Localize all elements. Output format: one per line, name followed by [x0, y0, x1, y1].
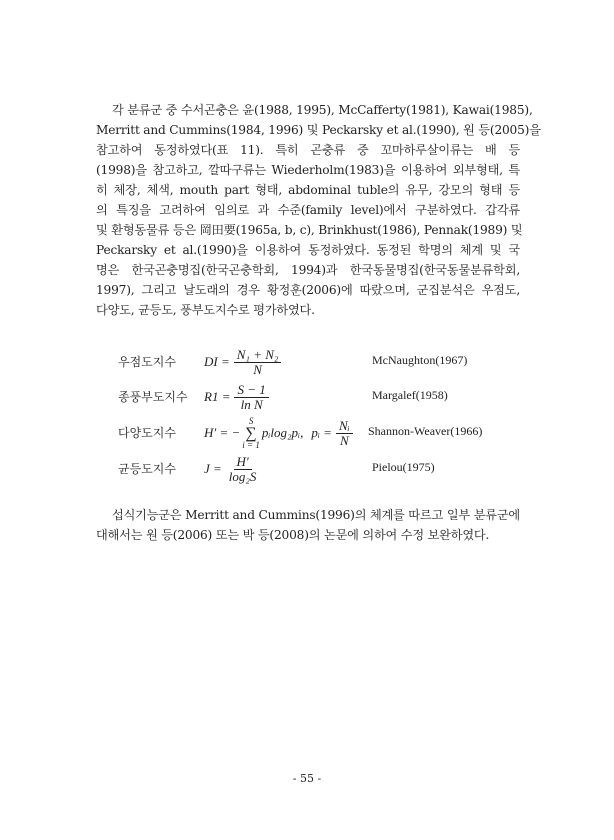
fraction — [226, 455, 260, 484]
formula-richness-index — [118, 380, 538, 410]
formula-expression — [204, 416, 353, 450]
denominator: N — [253, 361, 262, 377]
fraction — [234, 348, 282, 377]
text-line: 명은 한국곤충명집(한국곤충학회, 1994)과 한국동물명집(한국동물분류학회, — [96, 263, 520, 277]
denominator: log₂S — [228, 468, 257, 484]
text-line: 각 분류군 중 수서곤충은 윤(1988, 1995), McCafferty(1981), Kawai(1985), — [112, 103, 533, 117]
text-line: Merritt and Cummins(1984, 1996) 및 Peckarsky et al.(1990), 원 등(2005)을 — [96, 123, 541, 137]
summation — [242, 417, 260, 450]
formula-citation: Pielou(1975) — [372, 460, 435, 474]
formula-citation: McNaughton(1967) — [372, 353, 468, 367]
formula-diversity-index — [118, 415, 538, 450]
formula-name: 균등도지수 — [118, 462, 176, 476]
page-number: - 55 - — [292, 772, 322, 785]
formula-expression — [204, 452, 259, 486]
formula-lhs: DI = — [204, 354, 230, 369]
formula-name: 우점도지수 — [118, 355, 176, 369]
sum-lower: i = 1 — [242, 439, 260, 450]
numerator: H′ — [234, 455, 252, 470]
formula-lhs2: pᵢ = — [311, 425, 332, 440]
formula-name: 다양도지수 — [118, 426, 176, 440]
fraction — [336, 419, 353, 448]
text-line: 및 환형동물류 등은 岡田要(1965a, b, c), Brinkhust(1986), Pennak(1989) 및 — [96, 223, 523, 237]
formula-dominance-index — [118, 345, 538, 375]
formula-lhs: J = — [204, 461, 222, 476]
text-line: (1998)을 참고하고, 깔따구류는 Wiederholm(1983)을 이용하여 외부형태, 특 — [96, 163, 520, 177]
paragraph-feeding-groups — [96, 505, 520, 545]
sum-body: pᵢlog₂pᵢ, — [261, 425, 304, 440]
formula-evenness-index — [118, 452, 538, 482]
formula-lhs: H′ = − — [204, 425, 241, 440]
text-line: Peckarsky et al.(1990)을 이용하여 동정하였다. 동정된 학명의 체계 및 국 — [96, 243, 520, 257]
paragraph-identification-methods — [96, 100, 541, 320]
text-line: 대해서는 원 등(2006) 또는 박 등(2008)의 논문에 의하여 수정 보완하였다. — [96, 528, 490, 542]
sigma-icon: ∑ — [245, 424, 257, 442]
denominator: N — [339, 432, 349, 448]
text-line: 다양도, 균등도, 풍부도지수로 평가하였다. — [96, 303, 315, 317]
numerator: N₁ + N₂ — [234, 348, 282, 363]
numerator: S − 1 — [234, 383, 268, 398]
formula-citation: Shannon-Weaver(1966) — [368, 424, 483, 438]
formula-citation: Margalef(1958) — [372, 388, 448, 402]
sum-upper: S — [248, 415, 254, 426]
formula-expression — [204, 345, 281, 379]
numerator: Nᵢ — [336, 419, 353, 434]
text-line: 히 체장, 체색, mouth part 형태, abdominal tuble의 유무, 강모의 형태 등 — [96, 183, 520, 197]
text-line: 섭식기능군은 Merritt and Cummins(1996)의 체계를 따르고 일부 분류군에 — [112, 508, 520, 522]
formula-expression — [204, 380, 269, 414]
formula-name: 종풍부도지수 — [118, 390, 188, 404]
fraction — [234, 383, 268, 412]
text-line: 참고하여 동정하였다(표 11). 특히 곤충류 중 꼬마하루살이류는 배 등 — [96, 143, 520, 157]
formula-lhs: R1 = — [204, 389, 231, 404]
text-line: 의 특징을 고려하여 임의로 과 수준(family level)에서 구분하였다. 갑각류 — [96, 203, 520, 217]
denominator: ln N — [240, 396, 263, 412]
text-line: 1997), 그리고 날도래의 경우 황정훈(2006)에 따랐으며, 군집분석은 우점도, — [96, 283, 520, 297]
